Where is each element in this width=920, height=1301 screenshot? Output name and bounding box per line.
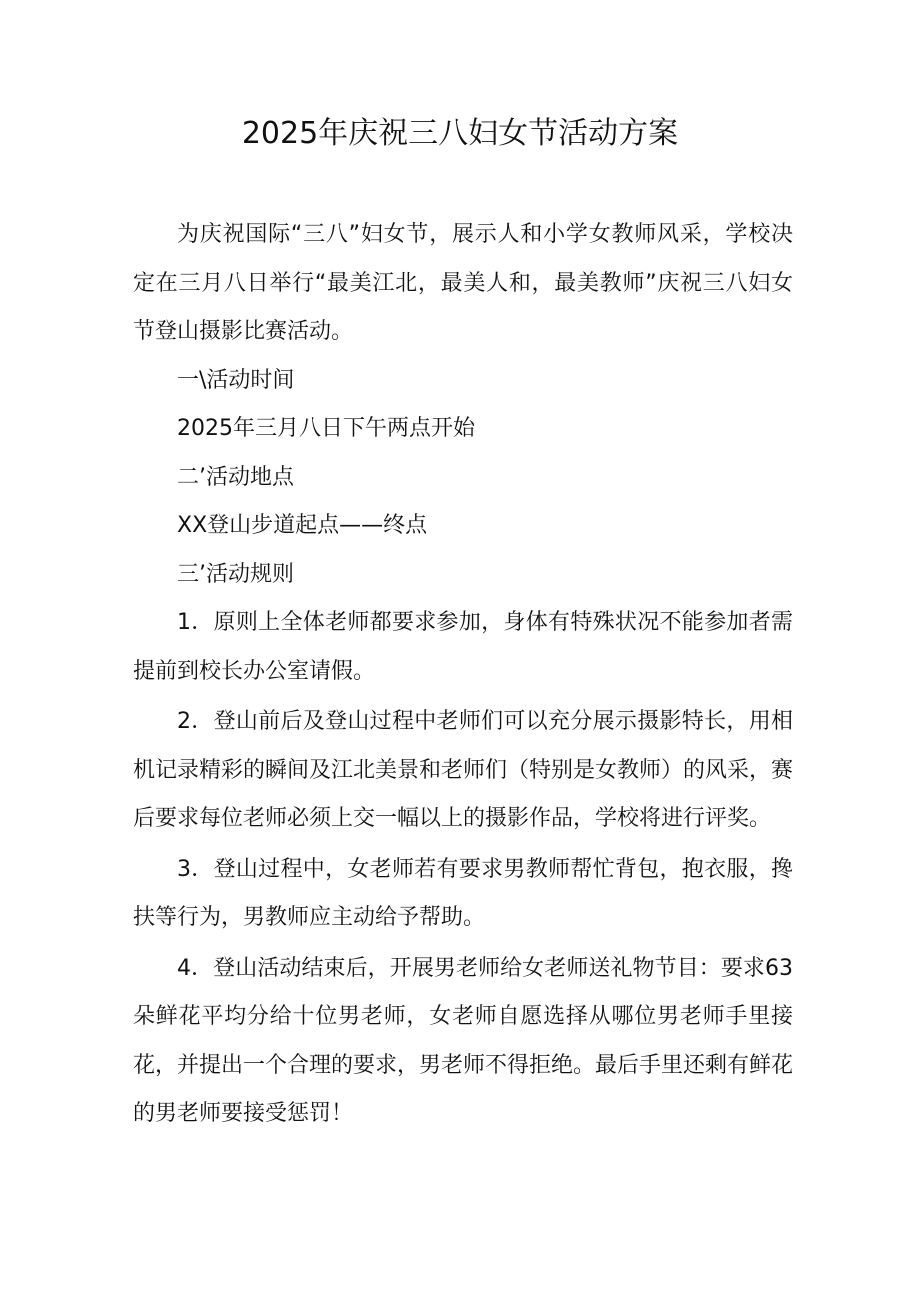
- rule-text: ．原则上全体老师都要求参加，身体有特殊状况不能参加者需提前到校长办公室请假。: [133, 610, 793, 684]
- rule-number: 2: [177, 709, 191, 734]
- rule-text: ．登山前后及登山过程中老师们可以充分展示摄影特长，用相机记录精彩的瞬间及江北美景和老师们（特别是女教师）的风采，赛后要求每位老师必须上交一幅以上的摄影作品，学校将进行评奖。: [133, 709, 794, 831]
- document-title: 2025年庆祝三八妇女节活动方案: [241, 116, 679, 151]
- rule-item: [133, 599, 793, 696]
- intro-paragraph: 为庆祝国际“三八”妇女节，展示人和小学女教师风采，学校决定在三月八日举行“最美江北，最美人和，最美教师”庆祝三八妇女节登山摄影比赛活动。: [133, 222, 793, 344]
- section-heading-location: 二’活动地点: [177, 464, 294, 490]
- rule-item: [133, 698, 793, 844]
- section-content-location: XX登山步道起点——终点: [177, 513, 428, 538]
- rule-number: 3: [177, 856, 191, 882]
- section-heading-time: 一\活动时间: [177, 367, 295, 393]
- section-content-time: 2025年三月八日下午两点开始: [177, 416, 475, 441]
- rule-text: ．登山过程中，女老师若有要求男教师帮忙背包，抱衣服，搀扶等行为，男教师应主动给予帮助。: [133, 856, 793, 930]
- rule-number: 4: [177, 955, 191, 981]
- rule-item: [133, 846, 793, 943]
- document-body: [133, 211, 793, 1139]
- rule-item: [133, 945, 793, 1139]
- rule-number: 1: [177, 610, 191, 635]
- rule-text: ．登山活动结束后，开展男老师给女老师送礼物节目：要求63朵鲜花平均分给十位男老师，女老师自愿选择从哪位男老师手里接花，并提出一个合理的要求，男老师不得拒绝。最后手里还剩有鲜花的男老师要接受惩罚！: [133, 955, 794, 1126]
- section-heading-rules: 三’活动规则: [177, 561, 294, 587]
